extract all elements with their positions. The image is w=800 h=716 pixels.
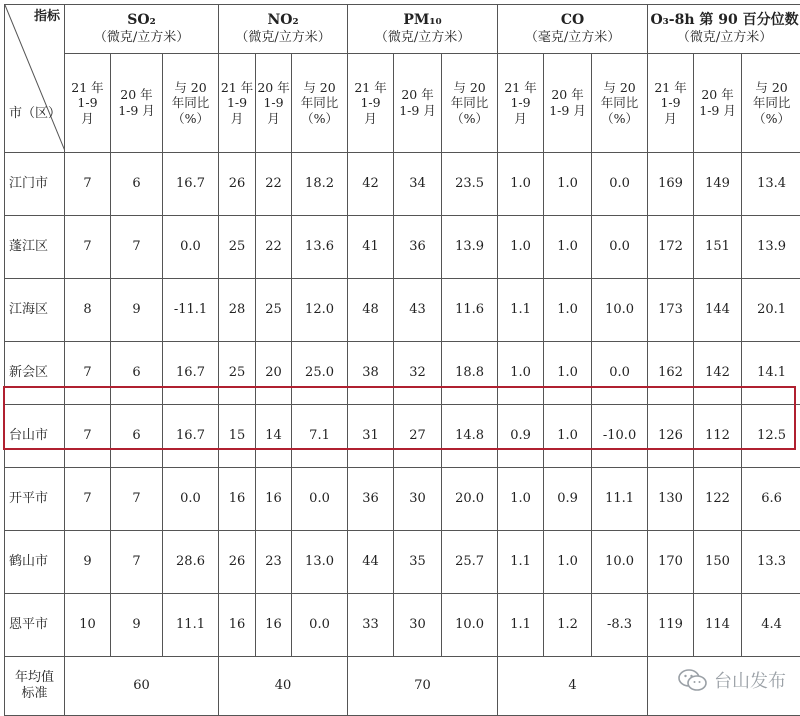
period-header-cell [163,54,219,153]
value-cell: 35 [394,531,442,594]
pollutant-unit: （微克/立方米） [219,30,347,46]
value-cell: 10.0 [592,531,648,594]
value-cell: 16 [256,594,292,657]
value-cell: 12.5 [742,405,800,468]
period-header-cell [498,54,544,153]
value-cell: 7 [65,342,111,405]
value-cell: 0.0 [592,153,648,216]
value-cell: 13.9 [442,216,498,279]
value-cell: 6 [111,153,163,216]
table-row [5,531,800,594]
period-header-cell [544,54,592,153]
value-cell: 26 [219,531,256,594]
value-cell: 1.0 [498,342,544,405]
period-header-cell [292,54,348,153]
watermark [678,667,786,693]
value-cell: 42 [348,153,394,216]
value-cell: 36 [348,468,394,531]
value-cell: 13.0 [292,531,348,594]
value-cell: 20.0 [442,468,498,531]
period-header-label: 20 年 1-9 月 [694,87,741,118]
value-cell: 13.4 [742,153,800,216]
value-cell: 112 [694,405,742,468]
value-cell: 30 [394,594,442,657]
table-row [5,216,800,279]
corner-indicator-label: 指标 [34,9,60,25]
value-cell: 0.0 [292,594,348,657]
value-cell: 1.2 [544,594,592,657]
value-cell: 1.0 [544,405,592,468]
value-cell: 16 [219,468,256,531]
value-cell: 32 [394,342,442,405]
value-cell: 122 [694,468,742,531]
period-header-label: 与 20 年同比 （%） [442,80,497,127]
value-cell: 142 [694,342,742,405]
value-cell: 1.0 [544,153,592,216]
value-cell: 1.0 [544,279,592,342]
value-cell: 8 [65,279,111,342]
value-cell: 4.4 [742,594,800,657]
period-header-label: 与 20 年同比 （%） [292,80,347,127]
value-cell: 16.7 [163,342,219,405]
pollutant-name: NO₂ [219,12,347,30]
value-cell: 0.0 [163,468,219,531]
table-row [5,594,800,657]
air-quality-table [4,4,800,716]
value-cell: 126 [648,405,694,468]
value-cell: 12.0 [292,279,348,342]
value-cell: 30 [394,468,442,531]
wechat-icon [678,668,708,692]
value-cell: 48 [348,279,394,342]
value-cell: 27 [394,405,442,468]
standard-value-cell: 60 [65,657,219,716]
period-header-label: 21 年 1-9 月 [498,80,543,127]
value-cell: 170 [648,531,694,594]
pollutant-header-so2 [65,5,219,54]
value-cell: 144 [694,279,742,342]
period-header-label: 21 年 1-9 月 [648,80,693,127]
value-cell: 172 [648,216,694,279]
value-cell: 9 [111,594,163,657]
value-cell: 0.0 [592,216,648,279]
value-cell: 1.0 [498,468,544,531]
value-cell: 7 [111,531,163,594]
city-name-cell: 江门市 [5,153,65,216]
value-cell: 1.1 [498,531,544,594]
value-cell: 23.5 [442,153,498,216]
value-cell: 1.0 [498,216,544,279]
period-header-cell [256,54,292,153]
pollutant-header-pm10 [348,5,498,54]
city-name-cell: 台山市 [5,405,65,468]
value-cell: -11.1 [163,279,219,342]
period-header-cell [111,54,163,153]
value-cell: 0.9 [498,405,544,468]
table-row [5,468,800,531]
city-name-cell: 开平市 [5,468,65,531]
city-name-cell: 恩平市 [5,594,65,657]
value-cell: 1.1 [498,279,544,342]
pollutant-unit: （微克/立方米） [65,30,218,46]
value-cell: 28 [219,279,256,342]
standard-value-cell: 40 [219,657,348,716]
value-cell: 6.6 [742,468,800,531]
period-header-cell [219,54,256,153]
period-header-label: 20 年 1-9 月 [256,80,291,127]
city-name-cell: 江海区 [5,279,65,342]
value-cell: 14.1 [742,342,800,405]
value-cell: 9 [111,279,163,342]
value-cell: 7.1 [292,405,348,468]
value-cell: 150 [694,531,742,594]
value-cell: 31 [348,405,394,468]
value-cell: 22 [256,216,292,279]
value-cell: 20 [256,342,292,405]
value-cell: 7 [65,405,111,468]
period-header-label: 20 年 1-9 月 [111,87,162,118]
value-cell: 11.6 [442,279,498,342]
value-cell: 7 [65,216,111,279]
value-cell: 13.6 [292,216,348,279]
value-cell: 1.1 [498,594,544,657]
value-cell: 114 [694,594,742,657]
period-header-cell [65,54,111,153]
table-row [5,279,800,342]
pollutant-header-no2 [219,5,348,54]
value-cell: 0.0 [292,468,348,531]
value-cell: 22 [256,153,292,216]
table-row [5,153,800,216]
pollutant-name: O₃-8h 第 90 百分位数 [648,12,800,30]
value-cell: 28.6 [163,531,219,594]
value-cell: 9 [65,531,111,594]
value-cell: 16.7 [163,405,219,468]
value-cell: 14 [256,405,292,468]
value-cell: -8.3 [592,594,648,657]
pollutant-name: PM₁₀ [348,12,497,30]
period-header-cell [348,54,394,153]
value-cell: 16 [219,594,256,657]
standard-value-cell: 70 [348,657,498,716]
value-cell: 38 [348,342,394,405]
corner-city-label: 市（区） [9,106,61,122]
period-header-label: 20 年 1-9 月 [544,87,591,118]
city-name-cell: 鹤山市 [5,531,65,594]
period-header-cell [742,54,800,153]
period-header-label: 与 20 年同比 （%） [163,80,218,127]
value-cell: 130 [648,468,694,531]
value-cell: 7 [111,216,163,279]
table-row [5,405,800,468]
value-cell: 6 [111,342,163,405]
value-cell: 25 [219,216,256,279]
value-cell: 43 [394,279,442,342]
value-cell: 18.2 [292,153,348,216]
value-cell: 7 [65,468,111,531]
value-cell: 1.0 [544,531,592,594]
period-header-label: 与 20 年同比 （%） [742,80,800,127]
value-cell: 173 [648,279,694,342]
period-header-label: 21 年 1-9 月 [219,80,255,127]
period-header-cell [442,54,498,153]
pollutant-header-o3 [648,5,800,54]
value-cell: 44 [348,531,394,594]
pollutant-unit: （微克/立方米） [348,30,497,46]
value-cell: 149 [694,153,742,216]
value-cell: 14.8 [442,405,498,468]
value-cell: 1.0 [498,153,544,216]
value-cell: 0.9 [544,468,592,531]
value-cell: 34 [394,153,442,216]
value-cell: 0.0 [163,216,219,279]
watermark-text: 台山发布 [714,667,786,693]
value-cell: 151 [694,216,742,279]
value-cell: 13.9 [742,216,800,279]
value-cell: 16.7 [163,153,219,216]
pollutant-name: SO₂ [65,12,218,30]
standard-value-cell: 4 [498,657,648,716]
value-cell: 23 [256,531,292,594]
value-cell: 41 [348,216,394,279]
period-header-label: 与 20 年同比 （%） [592,80,647,127]
value-cell: 10.0 [442,594,498,657]
value-cell: 6 [111,405,163,468]
value-cell: 7 [111,468,163,531]
value-cell: 10 [65,594,111,657]
period-header-cell [694,54,742,153]
corner-diagonal-line [5,5,65,151]
period-header-label: 20 年 1-9 月 [394,87,441,118]
pollutant-unit: （毫克/立方米） [498,30,647,46]
period-header-label: 21 年 1-9 月 [65,80,110,127]
value-cell: -10.0 [592,405,648,468]
value-cell: 1.0 [544,216,592,279]
table-row [5,342,800,405]
value-cell: 33 [348,594,394,657]
value-cell: 25 [256,279,292,342]
value-cell: 162 [648,342,694,405]
pollutant-header-co [498,5,648,54]
header-row-periods [5,54,800,153]
value-cell: 13.3 [742,531,800,594]
value-cell: 26 [219,153,256,216]
value-cell: 119 [648,594,694,657]
value-cell: 11.1 [163,594,219,657]
value-cell: 1.0 [544,342,592,405]
value-cell: 36 [394,216,442,279]
value-cell: 10.0 [592,279,648,342]
period-header-cell [592,54,648,153]
value-cell: 25.7 [442,531,498,594]
pollutant-unit: （微克/立方米） [648,30,800,46]
period-header-label: 21 年 1-9 月 [348,80,393,127]
value-cell: 18.8 [442,342,498,405]
value-cell: 11.1 [592,468,648,531]
value-cell: 16 [256,468,292,531]
value-cell: 7 [65,153,111,216]
header-row-pollutants [5,5,800,54]
value-cell: 15 [219,405,256,468]
value-cell: 25.0 [292,342,348,405]
city-name-cell: 新会区 [5,342,65,405]
period-header-cell [648,54,694,153]
standard-label-cell: 年均值 标准 [5,657,65,716]
value-cell: 169 [648,153,694,216]
pollutant-name: CO [498,12,647,30]
value-cell: 25 [219,342,256,405]
corner-header-cell [5,5,65,153]
city-name-cell: 蓬江区 [5,216,65,279]
value-cell: 0.0 [592,342,648,405]
period-header-cell [394,54,442,153]
value-cell: 20.1 [742,279,800,342]
